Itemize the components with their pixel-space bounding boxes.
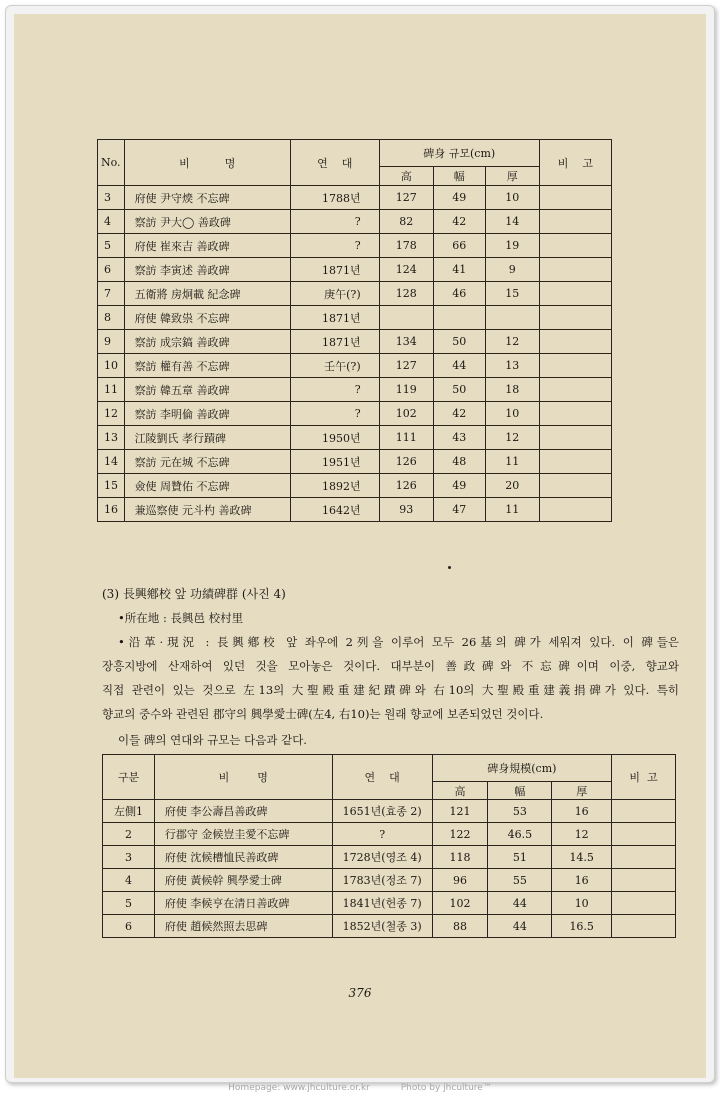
cell-number: 3 xyxy=(98,186,125,210)
scanned-page xyxy=(14,14,706,1078)
cell-height: 93 xyxy=(379,498,433,522)
table-intro: 이들 碑의 연대와 규모는 다음과 같다. xyxy=(118,733,307,747)
history-line: 장흥지방에 산재하여 있던 것을 모아놓은 것이다. 대부분이 善政碑와 不忘碑이며 이중, 향교와 xyxy=(102,659,679,673)
cell-number: 7 xyxy=(98,282,125,306)
cell-year: 1871년 xyxy=(290,258,379,282)
cell-width: 42 xyxy=(433,210,485,234)
cell-thickness: 18 xyxy=(485,378,539,402)
cell-monument-name: 察訪 李寅述 善政碑 xyxy=(124,258,290,282)
header-thickness: 厚 xyxy=(552,782,612,800)
cell-thickness: 16.5 xyxy=(552,915,612,938)
cell-width: 44 xyxy=(488,915,552,938)
cell-width: 46 xyxy=(433,282,485,306)
cell-year: 1892년 xyxy=(290,474,379,498)
cell-year: 1642년 xyxy=(290,498,379,522)
cell-note xyxy=(539,258,611,282)
cell-number: 6 xyxy=(98,258,125,282)
location-line: •所在地 : 長興邑 校村里 xyxy=(118,611,244,625)
cell-monument-name: 府使 李候亨在清日善政碑 xyxy=(154,892,332,915)
cell-monument-name: 五衛將 房炯載 紀念碑 xyxy=(124,282,290,306)
cell-width: 49 xyxy=(433,186,485,210)
cell-monument-name: 察訪 韓五章 善政碑 xyxy=(124,378,290,402)
cell-year: 庚午(?) xyxy=(290,282,379,306)
cell-height: 124 xyxy=(379,258,433,282)
cell-thickness: 14 xyxy=(485,210,539,234)
table-row xyxy=(98,402,612,426)
cell-monument-name: 察訪 元在城 不忘碑 xyxy=(124,450,290,474)
header-name: 비 명 xyxy=(154,755,332,800)
cell-monument-name: 府使 黃候幹 興學愛士碑 xyxy=(154,869,332,892)
cell-note xyxy=(539,282,611,306)
cell-thickness: 11 xyxy=(485,498,539,522)
cell-year: 1728년(영조 4) xyxy=(332,846,432,869)
cell-monument-name: 察訪 成宗鎬 善政碑 xyxy=(124,330,290,354)
cell-note xyxy=(539,186,611,210)
table-row xyxy=(98,498,612,522)
header-year: 연 대 xyxy=(332,755,432,800)
table-row xyxy=(98,426,612,450)
cell-number: 14 xyxy=(98,450,125,474)
cell-height: 82 xyxy=(379,210,433,234)
cell-number: 5 xyxy=(103,892,155,915)
cell-monument-name: 府使 李公壽昌善政碑 xyxy=(154,800,332,823)
header-width: 幅 xyxy=(433,167,485,186)
cell-note xyxy=(539,450,611,474)
cell-thickness: 10 xyxy=(485,186,539,210)
cell-year: 1651년(효종 2) xyxy=(332,800,432,823)
cell-note xyxy=(539,234,611,258)
cell-note xyxy=(612,800,676,823)
cell-width: 50 xyxy=(433,330,485,354)
cell-height: 126 xyxy=(379,474,433,498)
history-paragraph xyxy=(102,630,679,726)
cell-height: 127 xyxy=(379,186,433,210)
cell-width: 50 xyxy=(433,378,485,402)
cell-note xyxy=(539,210,611,234)
cell-number: 6 xyxy=(103,915,155,938)
table-row xyxy=(98,450,612,474)
cell-number: 10 xyxy=(98,354,125,378)
cell-height: 102 xyxy=(432,892,488,915)
cell-monument-name: 察訪 權有善 不忘碑 xyxy=(124,354,290,378)
cell-year: 1871년 xyxy=(290,306,379,330)
cell-thickness: 10 xyxy=(552,892,612,915)
homepage-credit: Homepage: www.jhculture.or.kr xyxy=(228,1083,370,1093)
table-row xyxy=(98,474,612,498)
cell-note xyxy=(539,426,611,450)
table-row xyxy=(98,306,612,330)
cell-width: 66 xyxy=(433,234,485,258)
cell-note xyxy=(612,823,676,846)
cell-thickness: 15 xyxy=(485,282,539,306)
cell-number: 9 xyxy=(98,330,125,354)
cell-thickness: 20 xyxy=(485,474,539,498)
cell-monument-name: 江陵劉氏 孝行蹟碑 xyxy=(124,426,290,450)
cell-width: 47 xyxy=(433,498,485,522)
table-row xyxy=(103,869,676,892)
cell-monument-name: 府使 沈候槽恤民善政碑 xyxy=(154,846,332,869)
cell-height: 122 xyxy=(432,823,488,846)
cell-year: 1783년(정조 7) xyxy=(332,869,432,892)
cell-note xyxy=(539,330,611,354)
cell-year: ? xyxy=(290,234,379,258)
cell-year: ? xyxy=(290,378,379,402)
table-row xyxy=(103,823,676,846)
header-thickness: 厚 xyxy=(485,167,539,186)
cell-width: 55 xyxy=(488,869,552,892)
cell-year: 1841년(헌종 7) xyxy=(332,892,432,915)
cell-height: 134 xyxy=(379,330,433,354)
cell-thickness: 16 xyxy=(552,800,612,823)
monument-table-2 xyxy=(102,754,676,938)
section-heading: (3) 長興鄕校 앞 功績碑群 (사진 4) xyxy=(102,587,286,601)
cell-number: 8 xyxy=(98,306,125,330)
table-row xyxy=(98,282,612,306)
header-note: 비 고 xyxy=(612,755,676,800)
table-row xyxy=(103,892,676,915)
cell-width: 48 xyxy=(433,450,485,474)
monument-table-1 xyxy=(97,139,612,522)
table-row xyxy=(103,915,676,938)
cell-note xyxy=(539,474,611,498)
cell-year: 1951년 xyxy=(290,450,379,474)
cell-height: 128 xyxy=(379,282,433,306)
cell-note xyxy=(539,354,611,378)
cell-thickness: 10 xyxy=(485,402,539,426)
cell-width: 53 xyxy=(488,800,552,823)
cell-thickness: 13 xyxy=(485,354,539,378)
watermark-footer xyxy=(0,1083,720,1093)
cell-note xyxy=(539,402,611,426)
history-line: 향교의 중수와 관련된 郡守의 興學愛士碑(左4, 右10)는 원래 향교에 보존되었던 것이다. xyxy=(102,707,544,721)
table-row xyxy=(98,354,612,378)
cell-height: 119 xyxy=(379,378,433,402)
cell-monument-name: 府使 趙候然照去思碑 xyxy=(154,915,332,938)
cell-width: 44 xyxy=(488,892,552,915)
header-size-group: 碑身 규모(cm) xyxy=(379,140,539,167)
cell-thickness: 12 xyxy=(485,330,539,354)
cell-width: 42 xyxy=(433,402,485,426)
photo-credit: Photo by jhculture™ xyxy=(400,1083,492,1093)
table-row xyxy=(103,800,676,823)
cell-year: ? xyxy=(290,210,379,234)
cell-number: 15 xyxy=(98,474,125,498)
cell-height: 111 xyxy=(379,426,433,450)
cell-note xyxy=(612,915,676,938)
cell-number: 16 xyxy=(98,498,125,522)
cell-thickness xyxy=(485,306,539,330)
page-number: 376 xyxy=(348,986,372,1000)
cell-number: 4 xyxy=(103,869,155,892)
cell-height: 88 xyxy=(432,915,488,938)
cell-height: 96 xyxy=(432,869,488,892)
cell-number: 5 xyxy=(98,234,125,258)
table-row xyxy=(98,330,612,354)
table-row xyxy=(98,378,612,402)
cell-width: 51 xyxy=(488,846,552,869)
header-width: 幅 xyxy=(488,782,552,800)
cell-thickness: 12 xyxy=(485,426,539,450)
header-no: No. xyxy=(98,140,125,186)
cell-thickness: 9 xyxy=(485,258,539,282)
cell-height: 178 xyxy=(379,234,433,258)
cell-width: 46.5 xyxy=(488,823,552,846)
cell-number: 12 xyxy=(98,402,125,426)
cell-width: 41 xyxy=(433,258,485,282)
cell-monument-name: 行郡守 金候豈圭愛不忘碑 xyxy=(154,823,332,846)
cell-height xyxy=(379,306,433,330)
header-year: 연 대 xyxy=(290,140,379,186)
history-line: •沿革·現況 : 長興鄕校 앞 좌우에 2列을 이루어 모두 26基의 碑가 세워져 있다. 이 碑들은 xyxy=(118,635,679,649)
cell-monument-name: 兼巡察使 元斗杓 善政碑 xyxy=(124,498,290,522)
cell-thickness: 16 xyxy=(552,869,612,892)
table-2-body xyxy=(103,800,676,938)
cell-note xyxy=(612,846,676,869)
table-row xyxy=(98,258,612,282)
cell-height: 118 xyxy=(432,846,488,869)
cell-monument-name: 察訪 李明倫 善政碑 xyxy=(124,402,290,426)
cell-height: 127 xyxy=(379,354,433,378)
header-category: 구분 xyxy=(103,755,155,800)
cell-monument-name: 察訪 尹大◯ 善政碑 xyxy=(124,210,290,234)
cell-year: ? xyxy=(290,402,379,426)
header-height: 高 xyxy=(432,782,488,800)
cell-thickness: 11 xyxy=(485,450,539,474)
header-name: 비 명 xyxy=(124,140,290,186)
cell-monument-name: 僉使 周贊佑 不忘碑 xyxy=(124,474,290,498)
table-row xyxy=(98,210,612,234)
cell-number: 11 xyxy=(98,378,125,402)
cell-note xyxy=(539,378,611,402)
header-note: 비 고 xyxy=(539,140,611,186)
cell-number: 3 xyxy=(103,846,155,869)
cell-year: 1871년 xyxy=(290,330,379,354)
print-speck xyxy=(448,566,451,569)
cell-number: 4 xyxy=(98,210,125,234)
cell-note xyxy=(539,498,611,522)
cell-number: 13 xyxy=(98,426,125,450)
table-row xyxy=(98,186,612,210)
cell-monument-name: 府使 尹守㷜 不忘碑 xyxy=(124,186,290,210)
table-row xyxy=(103,846,676,869)
cell-width: 44 xyxy=(433,354,485,378)
cell-number: 2 xyxy=(103,823,155,846)
cell-width xyxy=(433,306,485,330)
cell-thickness: 19 xyxy=(485,234,539,258)
cell-year: 1788년 xyxy=(290,186,379,210)
cell-thickness: 14.5 xyxy=(552,846,612,869)
cell-height: 126 xyxy=(379,450,433,474)
cell-year: ? xyxy=(332,823,432,846)
cell-monument-name: 府使 崔來吉 善政碑 xyxy=(124,234,290,258)
table-1-body xyxy=(98,186,612,522)
cell-note xyxy=(539,306,611,330)
cell-height: 102 xyxy=(379,402,433,426)
cell-year: 1950년 xyxy=(290,426,379,450)
cell-monument-name: 府使 韓致祟 不忘碑 xyxy=(124,306,290,330)
cell-year: 壬午(?) xyxy=(290,354,379,378)
cell-height: 121 xyxy=(432,800,488,823)
cell-width: 49 xyxy=(433,474,485,498)
table-row xyxy=(98,234,612,258)
cell-number: 左側1 xyxy=(103,800,155,823)
history-line: 직접 관련이 있는 것으로 左13의 大聖殿重建紀蹟碑와 右10의 大聖殿重建義捐碑가 있다. 특히 xyxy=(102,683,679,697)
cell-year: 1852년(철종 3) xyxy=(332,915,432,938)
cell-thickness: 12 xyxy=(552,823,612,846)
cell-width: 43 xyxy=(433,426,485,450)
cell-note xyxy=(612,869,676,892)
cell-note xyxy=(612,892,676,915)
header-height: 高 xyxy=(379,167,433,186)
header-size-group: 碑身規模(cm) xyxy=(432,755,612,782)
